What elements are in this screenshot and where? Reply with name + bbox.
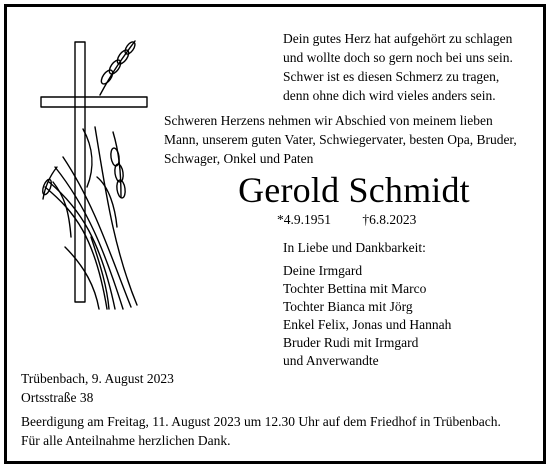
mourner-entry: und Anverwandte [283,353,379,368]
poem-line: und wollte doch so gern noch bei uns sein. [283,50,513,65]
mourner-entry: Enkel Felix, Jonas und Hannah [283,317,452,332]
cross-with-wheat-icon [35,37,155,312]
mourner-entry: Bruder Rudi mit Irmgard [283,335,419,350]
intro-line: Schwager, Onkel und Paten [164,151,314,166]
poem-line: Schwer ist es diesen Schmerz zu tragen, [283,69,500,84]
life-dates [277,211,477,229]
place-date: Trübenbach, 9. August 2023 [21,371,174,386]
death-date: †6.8.2023 [362,212,417,227]
mourner-entry: Deine Irmgard [283,263,363,278]
deceased-name: Gerold Schmidt [238,170,470,210]
intro-line: Schweren Herzens nehmen wir Abschied von meinem lieben [164,113,493,128]
poem-line: Dein gutes Herz hat aufgehört zu schlagen [283,31,513,46]
intro-line: Mann, unserem guten Vater, Schwiegervater, besten Opa, Bruder, [164,132,517,147]
street-address: Ortsstraße 38 [21,390,94,405]
funeral-details: Beerdigung am Freitag, 11. August 2023 um 12.30 Uhr auf dem Friedhof in Trübenbach. [21,414,501,429]
obituary-notice [4,4,546,464]
mourner-entry: Tochter Bianca mit Jörg [283,299,413,314]
condolence-poem [283,29,543,105]
poem-line: denn ohne dich wird vieles anders sein. [283,88,496,103]
birth-date: *4.9.1951 [277,212,331,227]
place-and-address [21,369,321,407]
mourners-lead: In Liebe und Dankbarkeit: [283,240,426,255]
farewell-intro [164,111,544,168]
funeral-info [21,412,541,450]
thanks-note: Für alle Anteilnahme herzlichen Dank. [21,433,231,448]
mourners-list [283,239,543,370]
mourner-entry: Tochter Bettina mit Marco [283,281,427,296]
